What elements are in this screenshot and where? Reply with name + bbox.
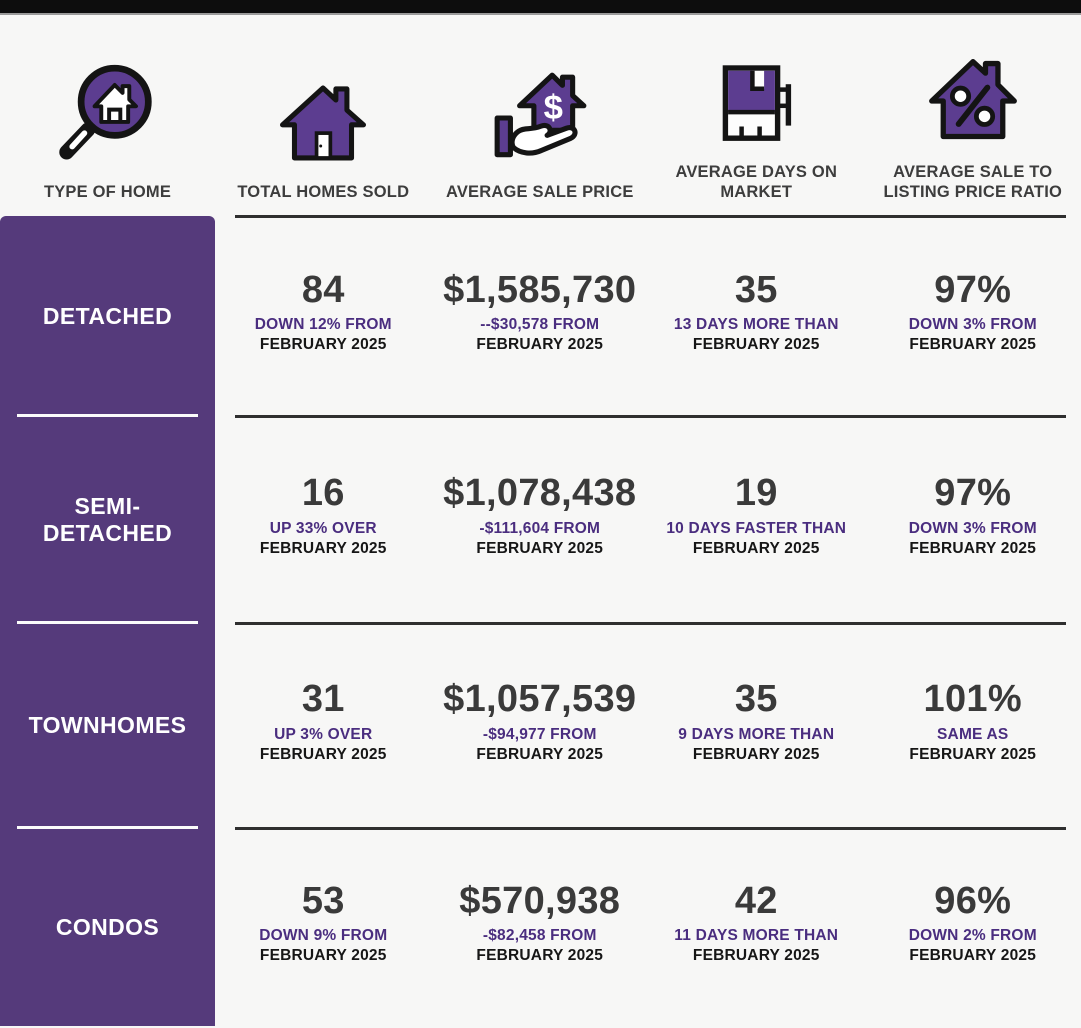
stat-period: FEBRUARY 2025: [476, 539, 604, 557]
header-average-sale-to-listing-ratio: [865, 15, 1081, 216]
floorplan-icon: [711, 59, 801, 149]
header-average-sale-price: [432, 15, 649, 216]
house-dollar-hand-icon: [489, 67, 591, 169]
header-total-homes-sold: [215, 15, 432, 216]
stat-cell-sale-price: [432, 824, 649, 1022]
data-rows: [215, 216, 1081, 1026]
stat-cell-sale-price: [432, 412, 649, 619]
stat-cell-homes-sold: [215, 824, 432, 1022]
stat-change: DOWN 3% FROM: [908, 316, 1037, 334]
stat-change: -$94,977 FROM: [482, 725, 597, 743]
stat-change: --$30,578 FROM: [480, 316, 600, 334]
stat-period: FEBRUARY 2025: [909, 745, 1037, 763]
stat-cell-ratio: [865, 212, 1081, 412]
stat-period: FEBRUARY 2025: [476, 947, 604, 965]
stat-cell-homes-sold: [215, 212, 432, 412]
stat-value: 97%: [934, 268, 1012, 311]
stat-change: DOWN 12% FROM: [254, 316, 392, 334]
sidebar-row-detached: DETACHED: [0, 216, 215, 416]
stat-cell-ratio: [865, 619, 1081, 824]
stat-cell-ratio: [865, 824, 1081, 1022]
house-percent-icon: [925, 53, 1021, 149]
stat-value: 84: [301, 268, 345, 311]
house-icon: [277, 77, 369, 169]
header-label: TOTAL HOMES SOLD: [237, 182, 410, 201]
header-label: AVERAGE DAYS ON MARKET: [675, 162, 838, 201]
stat-value: 96%: [934, 879, 1012, 922]
stat-value: 35: [734, 678, 778, 721]
stat-cell-days-on-market: [648, 212, 865, 412]
row-townhomes: [215, 623, 1081, 828]
stat-value: 31: [301, 678, 345, 721]
stat-value: 53: [301, 879, 345, 922]
stat-change: DOWN 2% FROM: [908, 927, 1037, 945]
stat-change: -$82,458 FROM: [482, 927, 597, 945]
header-label: AVERAGE SALE PRICE: [445, 182, 634, 201]
stat-cell-sale-price: [432, 619, 649, 824]
stats-table-body: [0, 216, 1081, 1026]
stat-value: 101%: [923, 678, 1022, 721]
top-black-bar: [0, 0, 1081, 15]
row-detached: [215, 216, 1081, 416]
stat-period: FEBRUARY 2025: [909, 336, 1037, 354]
stat-change: UP 33% OVER: [269, 519, 377, 537]
magnifier-home-icon: [52, 57, 164, 169]
stat-period: FEBRUARY 2025: [909, 947, 1037, 965]
svg-text:$: $: [543, 88, 563, 127]
sidebar-row-semi-detached: SEMI- DETACHED: [0, 416, 215, 623]
stat-period: FEBRUARY 2025: [259, 336, 387, 354]
stat-change: 10 DAYS FASTER THAN: [666, 519, 847, 537]
stat-period: FEBRUARY 2025: [692, 539, 820, 557]
stat-change: DOWN 3% FROM: [908, 519, 1037, 537]
stat-change: 11 DAYS MORE THAN: [674, 927, 839, 945]
stat-period: FEBRUARY 2025: [476, 336, 604, 354]
stat-cell-homes-sold: [215, 412, 432, 619]
stat-change: UP 3% OVER: [274, 725, 373, 743]
stat-change: 13 DAYS MORE THAN: [673, 316, 839, 334]
stat-cell-days-on-market: [648, 824, 865, 1022]
stat-cell-homes-sold: [215, 619, 432, 824]
row-semi-detached: [215, 416, 1081, 623]
stat-value: 16: [301, 472, 345, 515]
header-average-days-on-market: [648, 15, 865, 216]
stat-period: FEBRUARY 2025: [476, 745, 604, 763]
home-type-sidebar: [0, 216, 215, 1026]
stat-value: $1,078,438: [443, 472, 637, 515]
stat-value: $1,057,539: [443, 678, 637, 721]
header-type-of-home: [0, 15, 215, 216]
stat-value: $570,938: [459, 879, 621, 922]
sidebar-row-townhomes: TOWNHOMES: [0, 623, 215, 828]
stat-cell-ratio: [865, 412, 1081, 619]
stat-cell-days-on-market: [648, 619, 865, 824]
header-row: [0, 15, 1081, 216]
stat-change: SAME AS: [937, 725, 1009, 743]
stat-value: 19: [734, 472, 778, 515]
row-condos: [215, 828, 1081, 1026]
stat-period: FEBRUARY 2025: [259, 947, 387, 965]
stat-period: FEBRUARY 2025: [259, 745, 387, 763]
stat-change: -$111,604 FROM: [479, 519, 601, 537]
stat-value: 42: [734, 879, 778, 922]
sidebar-row-condos: CONDOS: [55, 913, 160, 940]
stat-value: 35: [734, 268, 778, 311]
stat-period: FEBRUARY 2025: [692, 745, 820, 763]
stat-change: 9 DAYS MORE THAN: [678, 725, 835, 743]
header-label: TYPE OF HOME: [43, 182, 172, 201]
stat-cell-sale-price: [432, 212, 649, 412]
stat-period: FEBRUARY 2025: [909, 539, 1037, 557]
stat-value: $1,585,730: [443, 268, 637, 311]
stat-period: FEBRUARY 2025: [692, 947, 820, 965]
stat-period: FEBRUARY 2025: [259, 539, 387, 557]
stat-period: FEBRUARY 2025: [692, 336, 820, 354]
stat-cell-days-on-market: [648, 412, 865, 619]
header-label: AVERAGE SALE TO LISTING PRICE RATIO: [883, 162, 1063, 201]
stat-value: 97%: [934, 472, 1012, 515]
stat-change: DOWN 9% FROM: [259, 927, 388, 945]
